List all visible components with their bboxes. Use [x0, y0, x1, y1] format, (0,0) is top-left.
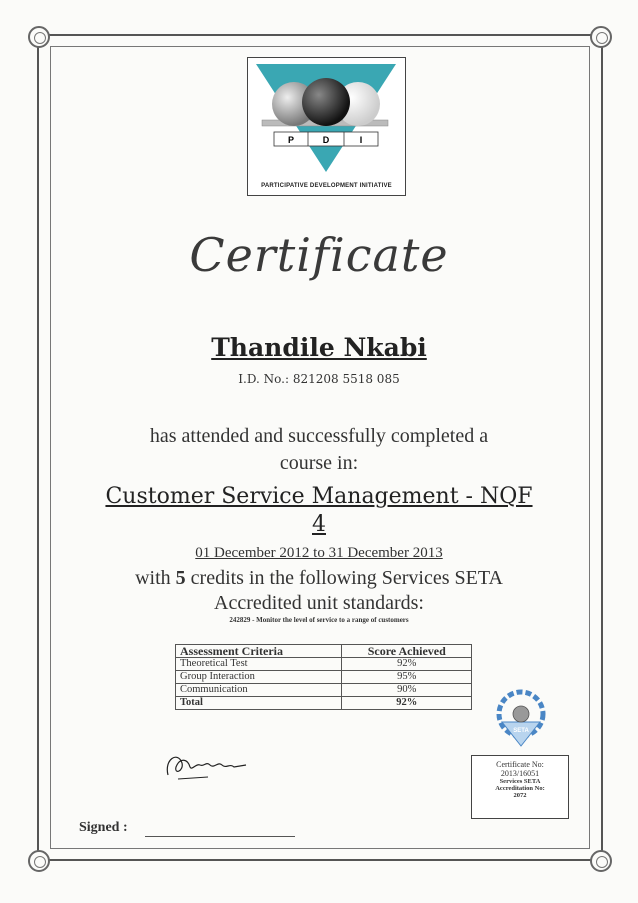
criteria-cell: Theoretical Test	[176, 658, 342, 671]
corner-ornament-top-left	[28, 26, 50, 48]
header-score: Score Achieved	[342, 645, 472, 658]
pdi-logo	[247, 57, 406, 196]
certificate-number-box	[471, 755, 569, 819]
cert-no-value: 2013/16051	[500, 769, 540, 778]
course-dates: 01 December 2012 to 31 December 2013	[195, 545, 443, 561]
corner-ornament-bottom-left	[28, 850, 50, 872]
criteria-cell: Group Interaction	[176, 671, 342, 684]
credits-number: 5	[175, 567, 186, 589]
services-seta-badge	[488, 688, 554, 748]
logo-caption: PARTICIPATIVE DEVELOPMENT INITIATIVE	[261, 183, 392, 189]
logo-sphere-black	[302, 78, 350, 126]
logo-letter-d: D	[322, 135, 330, 145]
accreditation-number: 2072	[513, 792, 527, 799]
credits-prefix: with	[135, 567, 176, 589]
total-score-cell: 92%	[342, 697, 472, 710]
pdi-logo-graphic	[248, 58, 404, 178]
handwritten-signature	[160, 745, 250, 785]
id-number: I.D. No.: 821208 5518 085	[238, 372, 400, 386]
signature-line	[145, 836, 295, 837]
table-row	[176, 684, 472, 697]
course-title-line-2: 4	[312, 512, 326, 537]
cert-no-label: Certificate No:	[496, 760, 544, 769]
seta-name: Services SETA	[499, 778, 541, 785]
logo-letter-i: I	[359, 135, 363, 145]
score-cell: 95%	[342, 671, 472, 684]
score-cell: 90%	[342, 684, 472, 697]
assessment-table	[175, 644, 472, 710]
table-row	[176, 658, 472, 671]
total-label-cell: Total	[176, 697, 342, 710]
seta-badge-text: SETA	[513, 728, 529, 734]
signed-label: Signed :	[79, 820, 128, 835]
accredited-line: Accredited unit standards:	[214, 592, 424, 614]
table-row	[176, 671, 472, 684]
certificate-title: Certificate	[189, 228, 449, 282]
credits-line	[0, 567, 638, 590]
recipient-name: Thandile Nkabi	[211, 333, 427, 362]
table-total-row	[176, 697, 472, 710]
score-cell: 92%	[342, 658, 472, 671]
table-header-row	[176, 645, 472, 658]
statement-line-1: has attended and successfully completed a	[149, 425, 489, 447]
credits-suffix: credits in the following Services SETA	[185, 567, 503, 589]
course-title-line-1: Customer Service Management - NQF	[105, 484, 533, 509]
seta-logo-icon	[488, 688, 554, 748]
accreditation-label: Accreditation No:	[495, 785, 545, 792]
corner-ornament-bottom-right	[590, 850, 612, 872]
criteria-cell: Communication	[176, 684, 342, 697]
header-criteria: Assessment Criteria	[176, 645, 342, 658]
statement-line-2: course in:	[279, 452, 359, 474]
unit-standard: 242829 - Monitor the level of service to a range of customers	[229, 616, 409, 624]
corner-ornament-top-right	[590, 26, 612, 48]
logo-letter-p: P	[287, 135, 295, 145]
